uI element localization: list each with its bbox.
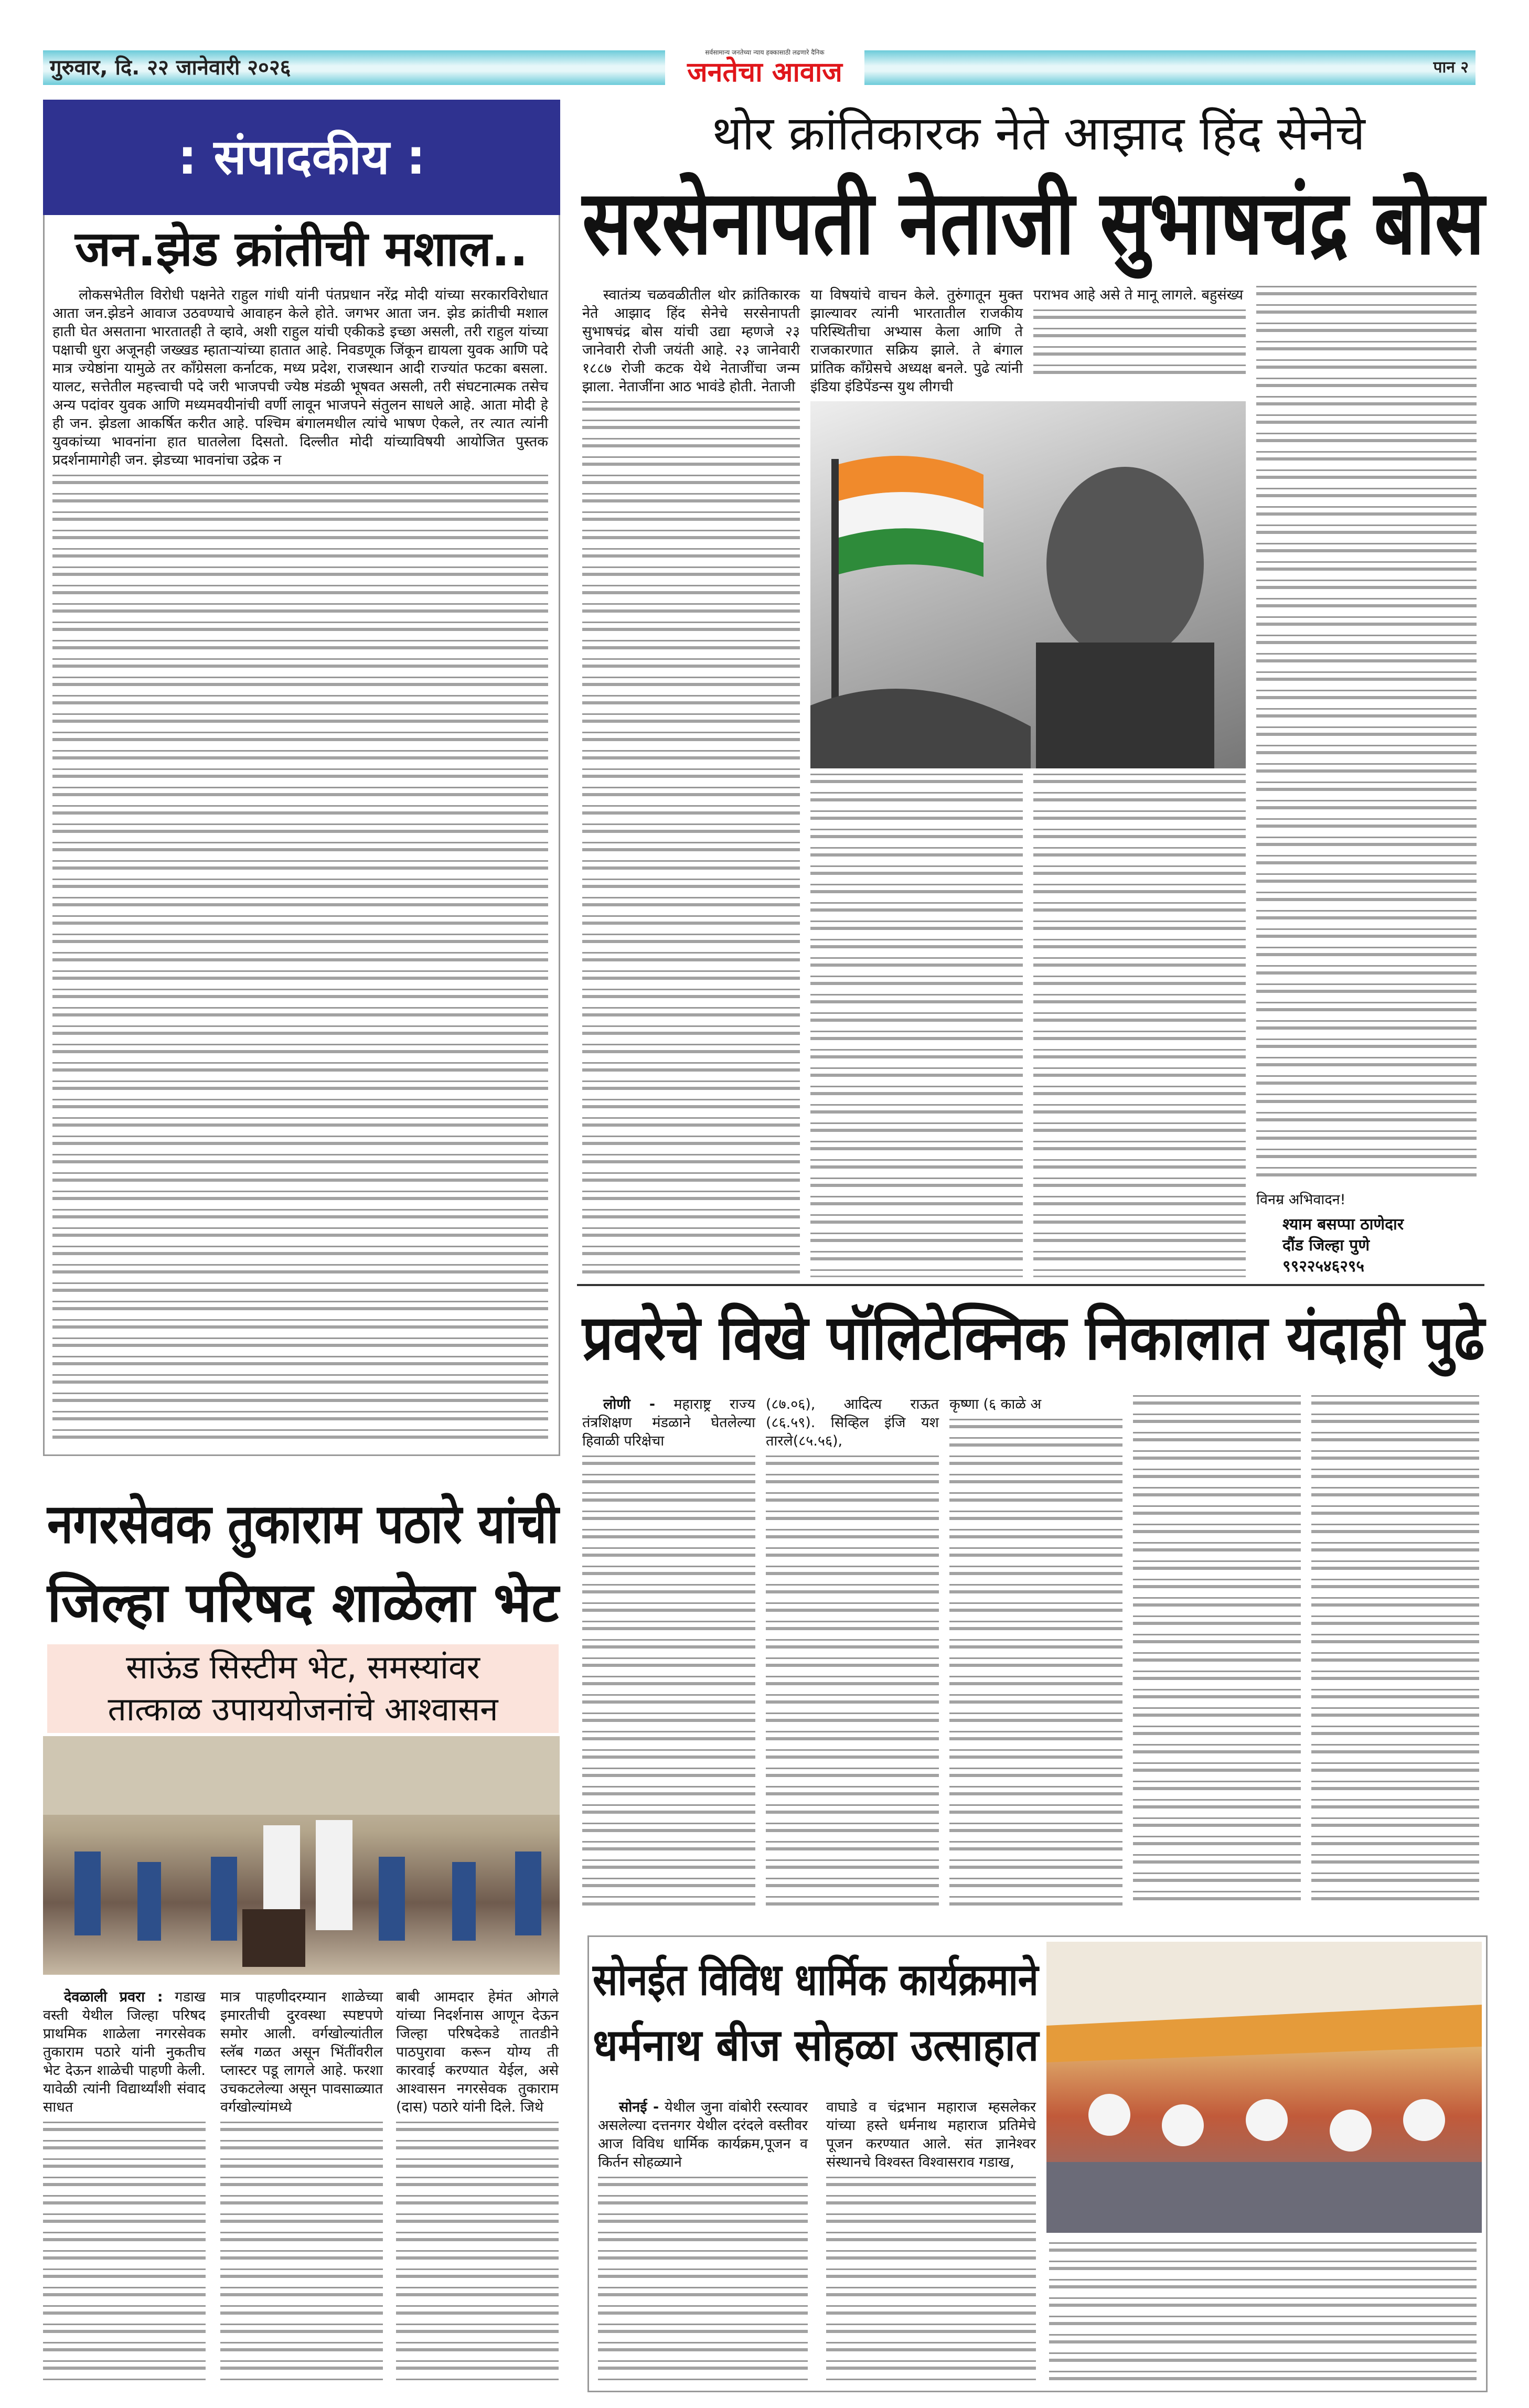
polytechnic-col4	[1133, 1395, 1301, 1909]
sonai-column-2	[826, 2098, 1036, 2381]
editorial-title-box	[47, 218, 556, 281]
netaji-col1-continued	[582, 401, 800, 1277]
polytechnic-col1-continued	[582, 1455, 755, 1909]
netaji-col2: या विषयांचे वाचन केले. तुरुंगातून मुक्त झाल्यावर त्यांनी भारतातील राजकीय परिस्थितीचा अभ्यास केला आणि ते राजकारणात सक्रिय झाले. ते बंगाल प्रांतिक काँग्रेसचे अध्यक्ष बनले. पुढे त्यांनी इंडिया इंडिपेंडन्स युथ लीगची	[810, 287, 1023, 395]
school-visit-col1	[43, 1988, 206, 2116]
school-visit-col1-continued	[43, 2122, 206, 2384]
netaji-headline: सरसेनापती नेताजी सुभाषचंद्र बोस	[582, 171, 1485, 275]
author-place: दौंड जिल्हा पुणे	[1282, 1236, 1370, 1255]
polytechnic-col2: (८७.०६), आदित्य राऊत (८६.५९). सिव्हिल इंजि यश तारले(८५.५६),	[766, 1396, 939, 1449]
sonai-col1	[598, 2098, 808, 2171]
polytechnic-col1	[582, 1395, 755, 1450]
school-visit-column-1	[43, 1988, 206, 2384]
netaji-top-row	[810, 286, 1246, 396]
netaji-column-4	[1256, 286, 1477, 1277]
sonai-headline	[593, 1947, 1039, 2078]
headline-line1: सोनईत विविध धार्मिक कार्यक्रमाने	[593, 1954, 1039, 2005]
netaji-col2-continued	[810, 774, 1023, 1277]
issue-date: गुरुवार, दि. २२ जानेवारी २०२६	[50, 56, 291, 80]
sonai-dateline: सोनई -	[619, 2099, 659, 2115]
netaji-col3: पराभव आहे असे ते मानू लागले. बहुसंख्य	[1033, 287, 1244, 303]
netaji-kicker-box	[593, 105, 1484, 163]
school-visit-dateline: देवळाली प्रवरा :	[64, 1989, 163, 2005]
page-number-box	[1343, 56, 1469, 80]
logo-tagline: सर्वसामान्य जनतेच्या न्याय हक्कासाठी लढणारे दैनिक	[705, 49, 825, 56]
school-visit-column-3	[396, 1988, 559, 2384]
editorial-column	[52, 286, 548, 1442]
school-visit-col1-text: गडाख वस्ती येथील जिल्हा परिषद प्राथमिक शाळेला नगरसेवक तुकाराम पठारे यांनी नुकतीच भेट देऊन शाळेची पाहणी केली. यावेळी त्यांनी विद्यार्थ्यांशी संवाद साधत	[43, 1989, 206, 2115]
netaji-ending: विनम्र अभिवादन!	[1256, 1192, 1346, 1208]
polytechnic-col2-continued	[766, 1455, 939, 1909]
sonai-col1-text: येथील जुना वांबोरी रस्त्यावर असलेल्या दत्तनगर येथील दरंदले वस्तीवर आज विविध धार्मिक कार्यक्रम,पूजन व किर्तन सोहळ्याने	[598, 2099, 808, 2170]
netaji-bottom-row	[810, 774, 1246, 1277]
sonai-photo	[1046, 1942, 1482, 2233]
sonai-column-1	[598, 2098, 808, 2381]
author-phone: ९९२२५४६२९५	[1282, 1257, 1364, 1276]
polytechnic-col3: कृष्णा (६ काळे अ	[949, 1396, 1042, 1412]
polytechnic-col3-continued	[949, 1419, 1122, 1909]
netaji-column-1	[582, 286, 800, 1277]
polytechnic-headline-box	[582, 1298, 1484, 1377]
subhead-line1: साऊंड सिस्टीम भेट, समस्यांवर	[126, 1648, 480, 1686]
polytechnic-headline: प्रवरेचे विखे पॉलिटेक्निक निकालात यंदाही पुढे	[582, 1301, 1485, 1374]
polytechnic-col1-text: महाराष्ट्र राज्य तंत्रशिक्षण मंडळाने घेतलेल्या हिवाळी परिक्षेचा	[582, 1396, 755, 1449]
editorial-section-box	[43, 100, 560, 215]
school-visit-col3-continued	[396, 2122, 559, 2384]
netaji-author-block	[1256, 1214, 1477, 1277]
subhead-line2: तात्काळ उपाययोजनांचे आश्वासन	[108, 1690, 498, 1728]
sonai-col2-continued	[826, 2177, 1036, 2381]
netaji-kicker: थोर क्रांतिकारक नेते आझाद हिंद सेनेचे	[712, 106, 1365, 161]
netaji-col3-continued	[1033, 309, 1246, 383]
netaji-col1: स्वातंत्र्य चळवळीतील थोर क्रांतिकारक नेते आझाद हिंद सेनेचे सरसेनापती सुभाषचंद्र बोस यांची उद्या म्हणजे २३ जानेवारी रोजी जयंती आहे. २३ जानेवारी १८८७ रोजी कटक येथे नेताजींचा जन्म झाला. नेताजींना आठ भावंडे होती. नेताजी	[582, 287, 800, 395]
netaji-col3-lower	[1033, 774, 1246, 1277]
newspaper-logo	[665, 48, 864, 89]
netaji-middle-columns	[810, 286, 1246, 1277]
school-visit-headline	[47, 1484, 559, 1642]
editorial-title: जन.झेड क्रांतीची मशाल..	[75, 221, 528, 277]
polytechnic-col5	[1311, 1395, 1479, 1909]
headline-line2: जिल्हा परिषद शाळेला भेट	[47, 1570, 559, 1634]
section-divider	[577, 1284, 1484, 1286]
editorial-body: लोकसभेतील विरोधी पक्षनेते राहुल गांधी यांनी पंतप्रधान नरेंद्र मोदी यांच्या सरकारविरोधात आता जन.झेडने आवाज उठवण्याचे आवाहन केले होते. जगभर आता जन. झेड क्रांतीची मशाल हाती घेत असताना भारतातही ते व्हावे, अशी राहुल यांची एकीकडे इच्छा असली, तरी राहुल यांच्या पक्षाची धुरा अजूनही जख्खड म्हाताऱ्यांच्या हातात आहे. निवडणूक जिंकून द्यायला युवक आणि पदे मात्र ज्येष्ठांना यामुळे तर काँग्रेसला कर्नाटक, मध्य प्रदेश, राजस्थान आदी राज्यांत फटका बसला. यालट, सत्तेतील महत्त्वाची पदे जरी भाजपची ज्येष्ठ मंडळी भूषवत असली, तरी संघटनात्मक तसेच अन्य पदांवर युवक आणि मध्यमवयीनांची वर्णी लावून भाजपने संतुलन साधले आहे. आता मोदी हे ही जन. झेडला आकर्षित करीत आहे. पश्चिम बंगालमधील त्यांचे भाषण ऐकले, तर त्यात त्यांनी युवकांच्या भावनांना हात घातलेला दिसतो. दिल्लीत मोदी यांच्याविषयी आयोजित पुस्तक प्रदर्शनामागेही जन. झेडच्या भावनांचा उद्रेक न	[52, 287, 548, 468]
school-visit-col2-continued	[220, 2122, 383, 2384]
netaji-flag-image	[810, 401, 1246, 768]
netaji-col3-wrap	[1033, 286, 1246, 396]
headline-line2: धर्मनाथ बीज सोहळा उत्साहात	[593, 2019, 1039, 2071]
religious-gathering-image	[1046, 1942, 1482, 2233]
issue-date-box	[50, 52, 522, 83]
polytechnic-column-1	[582, 1395, 755, 1909]
sonai-col1-continued	[598, 2177, 808, 2381]
netaji-col4	[1256, 286, 1477, 1185]
school-visit-col2: मात्र पाहणीदरम्यान शाळेच्या इमारतीची दुरवस्था स्पष्टपणे समोर आली. वर्गखोल्यांतील स्लॅब गळत असून भिंतींवरील प्लास्टर पडू लागले आहे. फरशा उचकटलेल्या असून पावसाळ्यात वर्गखोल्यांमध्ये	[220, 1989, 383, 2115]
school-visit-col3: बाबी आमदार हेमंत ओगले यांच्या निदर्शनास आणून देऊन जिल्हा परिषदेकडे तातडीने पाठपुरावा करून योग्य ती कारवाई करण्यात येईल, असे आश्वासन नगरसेवक तुकाराम (दास) पठारे यांनी दिले. जिथे	[396, 1989, 559, 2115]
editorial-body-continued	[52, 475, 548, 1442]
polytechnic-column-3	[949, 1395, 1122, 1909]
polytechnic-dateline: लोणी -	[603, 1396, 656, 1412]
sonai-col2: वाघाडे व चंद्रभान महाराज म्हसलेकर यांच्या हस्ते धर्मनाथ महाराज प्रतिमेचे पूजन करण्यात आले. संत ज्ञानेश्वर संस्थानचे विश्वस्त विश्वासराव गडाख,	[826, 2099, 1036, 2170]
netaji-photo	[810, 401, 1246, 768]
polytechnic-column-2	[766, 1395, 939, 1909]
editorial-section-label: : संपादकीय :	[177, 129, 426, 185]
headline-line1: नगरसेवक तुकाराम पठारे यांची	[47, 1492, 559, 1556]
logo-text: जनतेचा आवाज	[687, 57, 842, 88]
author-name: श्याम बसप्पा ठाणेदार	[1282, 1215, 1404, 1234]
sonai-col3	[1049, 2242, 1477, 2381]
school-visit-photo	[43, 1736, 560, 1975]
school-visit-column-2	[220, 1988, 383, 2384]
school-visit-subhead	[47, 1644, 559, 1733]
school-group-image	[43, 1736, 560, 1975]
netaji-headline-box	[582, 173, 1484, 273]
page-number: पान २	[1433, 58, 1469, 77]
